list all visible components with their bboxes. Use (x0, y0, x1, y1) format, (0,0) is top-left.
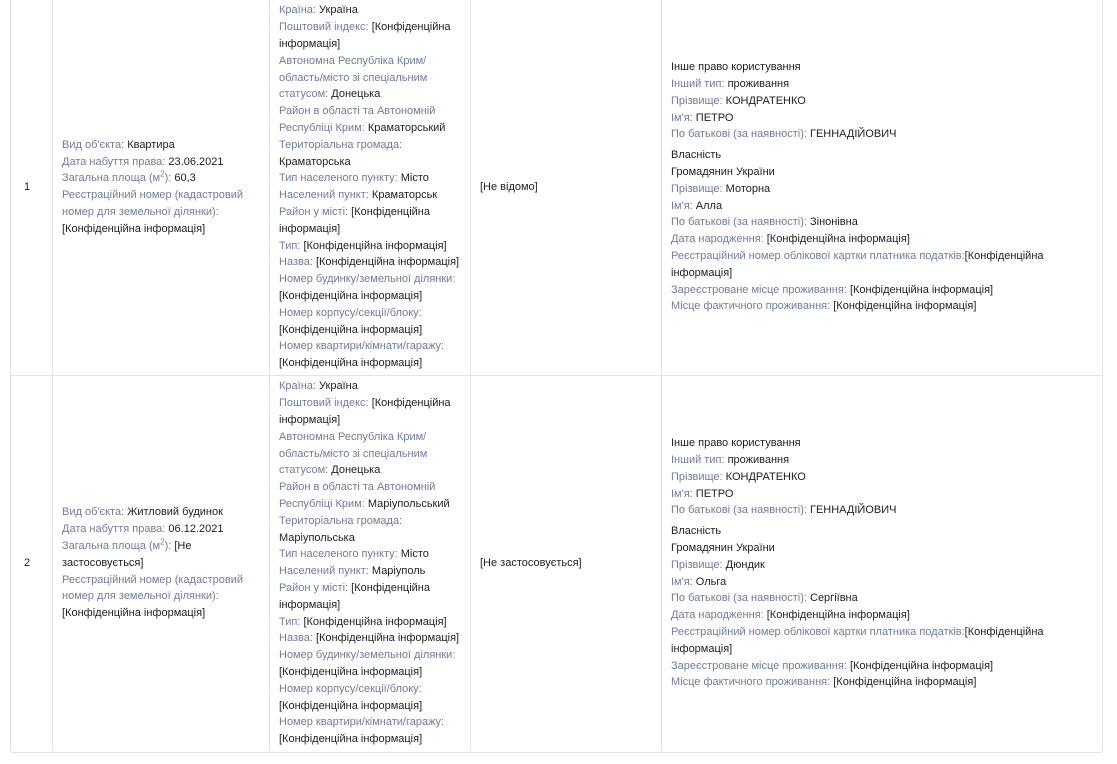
field-value: [Конфіденційна інформація] (849, 283, 994, 296)
field-label: Територіальна громада: (279, 138, 403, 151)
field-label: Автономна Республіка Крим/ область/місто зі спеціальним статусом: (279, 430, 428, 477)
field-label: Назва: (279, 632, 313, 645)
total-area: 60,3 (174, 172, 196, 185)
field-value: Дюндик (725, 558, 765, 571)
field-label: Дата набуття права: (62, 155, 166, 168)
field-label: Ім'я: (671, 575, 693, 588)
field-label: Загальна площа $(м^2)$: (62, 169, 172, 185)
citizenship: Громадянин України (671, 542, 775, 555)
field-value: Донецька (331, 464, 381, 477)
field-label: Ім'я: (671, 111, 693, 124)
field-value: [Конфіденційна інформація] (279, 21, 451, 51)
field-value: Місто (400, 172, 429, 185)
field-value: [Конфіденційна інформація] (766, 609, 910, 622)
row-number: 2 (11, 375, 53, 751)
field-value: КОНДРАТЕНКО (725, 94, 806, 107)
field-value: Зінонівна (810, 216, 858, 229)
field-label: Тип населеного пункту: (279, 172, 398, 185)
field-label: Дата народження: (671, 233, 764, 246)
field-value: ПЕТРО (695, 487, 734, 500)
total-area: [Не застосовується] (62, 540, 192, 569)
field-value: ПЕТРО (695, 111, 734, 124)
object-cell (53, 375, 270, 751)
rights-cell (662, 375, 1103, 751)
field-label: Район у місті: (279, 582, 349, 595)
rights-cell (662, 0, 1103, 375)
document-cell: [Не відомо] (471, 0, 662, 375)
field-value: Україна (319, 380, 358, 393)
cadastral-number: [Конфіденційна інформація] (62, 607, 206, 620)
field-value: [Конфіденційна інформація] (279, 323, 423, 336)
field-value: Краматорський (367, 122, 446, 135)
address-cell (270, 0, 471, 375)
section-title: Власність (671, 525, 722, 538)
field-label: Номер квартири/кімнати/гаражу: (279, 716, 445, 729)
field-value: [Конфіденційна інформація] (671, 626, 1044, 655)
field-value: [Конфіденційна інформація] (279, 357, 423, 370)
field-label: Назва: (279, 256, 313, 269)
field-value: [Конфіденційна інформація] (279, 582, 430, 611)
object-type: Квартира (127, 138, 175, 151)
field-label: Країна: (279, 380, 316, 393)
field-label: Зареєстроване місце проживання: (671, 659, 847, 672)
field-label: Реєстраційний номер (кадастровий номер для земельної ділянки): (62, 573, 243, 603)
field-label: Тип населеного пункту: (279, 548, 398, 561)
field-label: Дата набуття права: (62, 523, 166, 536)
field-label: Населений пункт: (279, 565, 369, 578)
field-value: ГЕННАДІЙОВИЧ (810, 504, 897, 517)
field-value: [Конфіденційна інформація] (279, 397, 451, 427)
table-row (11, 0, 1102, 375)
field-value: Маріупольський (367, 498, 450, 511)
field-label: Поштовий індекс: (279, 21, 369, 34)
field-label: Реєстраційний номер облікової картки платника податків: (671, 626, 965, 639)
field-label: Населений пункт: (279, 189, 369, 202)
field-label: Ім'я: (671, 199, 693, 212)
field-label: Інший тип: (671, 454, 725, 467)
field-label: Поштовий індекс: (279, 397, 369, 410)
field-value: [Конфіденційна інформація] (671, 250, 1044, 279)
address-cell (270, 375, 471, 751)
field-label: Прізвище: (671, 94, 723, 107)
field-label: Зареєстроване місце проживання: (671, 283, 847, 296)
field-value: [Конфіденційна інформація] (766, 233, 910, 246)
field-label: Прізвище: (671, 470, 723, 483)
field-label: Реєстраційний номер (кадастровий номер для земельної ділянки): (62, 189, 243, 219)
field-value: [Конфіденційна інформація] (315, 632, 460, 645)
field-label: Автономна Республіка Крим/ область/місто зі спеціальним статусом: (279, 54, 428, 101)
field-label: Вид об'єкта: (62, 138, 125, 151)
field-label: Номер будинку/земельної ділянки: (279, 649, 456, 662)
field-label: Номер корпусу/секції/блоку: (279, 682, 422, 695)
field-value: Донецька (331, 88, 381, 101)
section-title: Інше право користування (671, 437, 801, 450)
field-value: Маріупольська (279, 531, 355, 544)
table-row (11, 375, 1102, 751)
row-number: 1 (11, 0, 53, 375)
section-title: Власність (671, 149, 722, 162)
field-label: Ім'я: (671, 487, 693, 500)
section-title: Інше право користування (671, 61, 801, 74)
field-label: По батькові (за наявності): (671, 216, 807, 229)
field-value: [Конфіденційна інформація] (849, 659, 994, 672)
field-label: Район у місті: (279, 206, 349, 219)
field-value: Моторна (725, 182, 771, 195)
field-label: По батькові (за наявності): (671, 504, 807, 517)
field-label: Загальна площа $(м^2)$: (62, 537, 172, 553)
field-label: Номер будинку/земельної ділянки: (279, 273, 456, 286)
field-label: По батькові (за наявності): (671, 128, 807, 141)
field-label: Країна: (279, 4, 316, 17)
field-value: КОНДРАТЕНКО (725, 470, 806, 483)
field-label: Місце фактичного проживання: (671, 676, 831, 689)
field-value: Алла (695, 199, 723, 212)
field-label: Дата народження: (671, 609, 764, 622)
field-value: [Конфіденційна інформація] (833, 300, 977, 313)
field-value: проживання (727, 78, 790, 91)
field-label: Місце фактичного проживання: (671, 300, 831, 313)
field-value: Місто (400, 548, 429, 561)
field-label: Район в області та Автономній Республіці Крим: (279, 105, 436, 135)
field-label: Тип: (279, 615, 301, 628)
field-value: Ольга (695, 575, 727, 588)
field-label: Тип: (279, 239, 301, 252)
field-label: Вид об'єкта: (62, 506, 125, 519)
field-label: Реєстраційний номер облікової картки платника податків: (671, 250, 965, 263)
field-value: Краматорськ (371, 189, 438, 202)
field-value: [Конфіденційна інформація] (279, 290, 423, 303)
citizenship: Громадянин України (671, 166, 775, 179)
field-value: [Конфіденційна інформація] (303, 615, 447, 628)
field-value: Маріуполь (371, 565, 426, 578)
document-cell: [Не застосовується] (471, 375, 662, 751)
field-value: проживання (727, 454, 790, 467)
field-value: [Конфіденційна інформація] (279, 699, 423, 712)
field-label: Територіальна громада: (279, 514, 403, 527)
field-value: Україна (319, 4, 358, 17)
field-value: [Конфіденційна інформація] (279, 206, 430, 235)
field-label: Прізвище: (671, 182, 723, 195)
field-value: [Конфіденційна інформація] (279, 666, 423, 679)
field-value: Сергіївна (810, 592, 858, 605)
field-value: Краматорська (279, 155, 351, 168)
field-label: Номер корпусу/секції/блоку: (279, 306, 422, 319)
field-label: Номер квартири/кімнати/гаражу: (279, 340, 445, 353)
acquisition-date: 06.12.2021 (168, 523, 224, 536)
field-label: Район в області та Автономній Республіці Крим: (279, 481, 436, 511)
acquisition-date: 23.06.2021 (168, 155, 224, 168)
object-type: Житловий будинок (127, 506, 223, 519)
object-cell (53, 0, 270, 375)
field-value: [Конфіденційна інформація] (303, 239, 447, 252)
property-table (11, 0, 1102, 751)
field-label: Прізвище: (671, 558, 723, 571)
field-value: [Конфіденційна інформація] (833, 676, 977, 689)
field-value: ГЕННАДІЙОВИЧ (810, 128, 897, 141)
field-label: По батькові (за наявності): (671, 592, 807, 605)
property-table-container (10, 0, 1103, 753)
field-label: Інший тип: (671, 78, 725, 91)
field-value: [Конфіденційна інформація] (279, 733, 423, 746)
field-value: [Конфіденційна інформація] (315, 256, 460, 269)
cadastral-number: [Конфіденційна інформація] (62, 222, 206, 235)
